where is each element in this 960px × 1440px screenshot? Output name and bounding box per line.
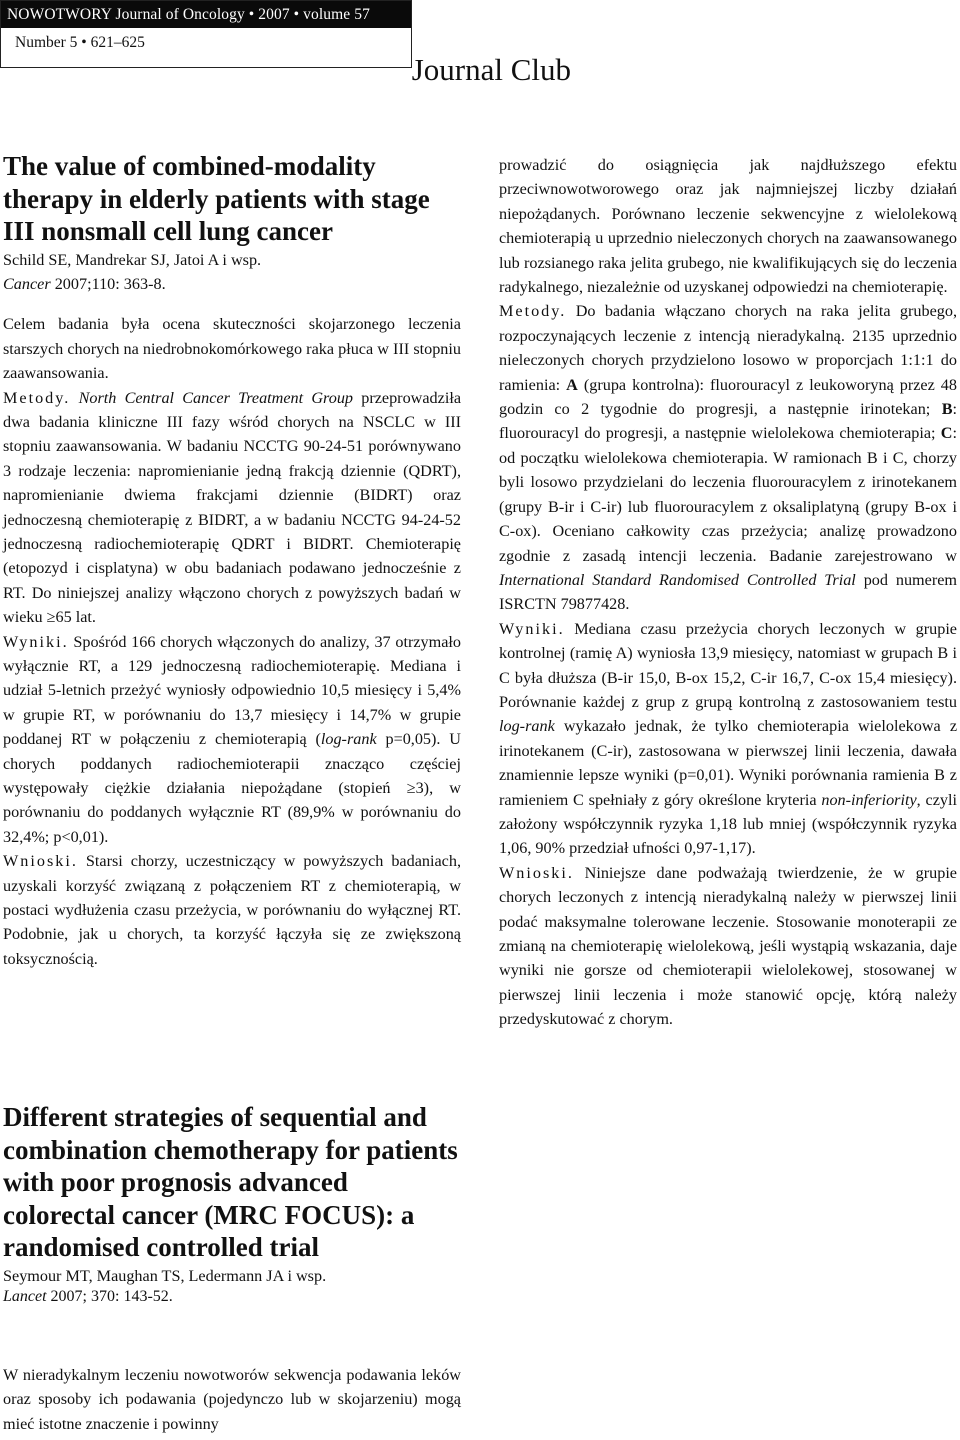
methods-label: Metody. [3, 388, 71, 407]
conclusions-label: Wnioski. [499, 863, 574, 882]
article1-authors: Schild SE, Mandrekar SJ, Jatoi A i wsp. [3, 250, 262, 269]
article2-title: Different strategies of sequential and combination chemotherapy for patients with poor prognosis advanced colorectal cancer (MRC FOCUS): a randomised controlled trial [3, 1102, 458, 1262]
journal-name-bar: NOWOTWORY Journal of Oncology • 2007 • volume 57 [1, 1, 411, 28]
results-text: Mediana czasu przeżycia chorych leczonych w grupie kontrolnej (ramię A) wyniosła 13,9 miesięcy, natomiast w grupach B i C była dłuższa (B-ir 15,0, B-ox 15,2, C-ir 16,7, C-ox 15,4 miesięcy). Porównanie każdej z grup z grupą kontrolną z zastosowaniem testu [499, 619, 957, 711]
methods-group: North Central Cancer Treatment Group [78, 388, 354, 407]
article2-conclusions [499, 861, 957, 1032]
results-criterion: non-inferiority [821, 790, 917, 809]
article2-authors: Seymour MT, Maughan TS, Ledermann JA i wsp. [3, 1266, 327, 1285]
article2-journal: Lancet [3, 1287, 47, 1305]
methods-text-3: : fluorouracyl do progresji, a następnie wielolekowa chemioterapia; [499, 400, 957, 443]
article1-conclusions [3, 849, 461, 971]
article1-citation [3, 272, 461, 296]
article1-journal: Cancer [3, 274, 51, 293]
arm-c-label: C [940, 424, 953, 443]
article1-methods [3, 386, 461, 630]
methods-text-4: : od początku wielolekowa chemioterapia. W ramionach B i C, chorzy byli losowo przydzielani do leczenia fluorouracylem z irinotekanem (grupy B-ir i C-ir) lub fluorouracylem z oksaliplatyną (grupy B-ox i C-ox). Oceniano całkowity czas przeżycia; analizę prowadzono zgodnie z zasadą intencji leczenia. Badanie zarejestrowano w [499, 424, 957, 565]
results-label: Wyniki. [3, 632, 69, 651]
arm-b-label: B [941, 400, 953, 419]
methods-text-2: (grupa kontrolna): fluorouracyl z leukoworyną przez 48 godzin co 2 tygodnie do progresji, a następnie irinotekan; [499, 375, 957, 419]
results-text-2: wykazało jednak, że tylko chemioterapia wielolekowa z irinotekanem (C-ir), zastosowana w pierwszej linii leczenia, dawała znamiennie lepsze wyniki (p=0,01). Wyniki porównania ramienia B z ramieniem C spełniały z góry określone kryteria [499, 717, 957, 809]
results-text-cont: p=0,05). U chorych poddanych radiochemioterapii znacząco częściej występowały ciężkie działania niepożądane (stopień ≥3), w porównaniu do poddanych wyłącznie RT (89,9% w porównaniu do 32,4%; p<0,01). [3, 730, 461, 846]
article2-intro: W nieradykalnym leczeniu nowotworów sekwencja podawania leków oraz sposoby ich podawania (pojedynczo lub w skojarzeniu) mogą mieć istotne znaczenie i powinny [3, 1366, 461, 1433]
results-text: Spośród 166 chorych włączonych do analizy, 37 otrzymało wyłącznie RT, a 129 jednoczesną radiochemioterapię. Mediana i udział 5-letnich przeżyć wyniosły odpowiednio 10,5 miesięcy i 5,4% w grupie RT, w porównaniu do 13,7 miesięcy i 14,7% w grupie poddanej RT w połączeniu z chemioterapią ( [3, 632, 461, 749]
journal-header [0, 0, 412, 68]
article1-citation-details: 2007;110: 363-8. [50, 274, 166, 293]
results-text-3: , czyli założony współczynnik ryzyka 1,18 lub mniej (współczynnik ryzyka 1,06, 90% przedział ufności 0,97-1,17). [499, 790, 957, 858]
registry-name: International Standard Randomised Controlled Trial [499, 570, 856, 589]
methods-label: Metody. [499, 302, 567, 321]
methods-text: Do badania włączano chorych na raka jelita grubego, rozpoczynających leczenie z intencją nieradykalną. 2135 uprzednio nieleczonych chorych przydzielono losowo w proporcjach 1:1:1 do ramienia: [499, 302, 957, 394]
article2-methods [499, 299, 957, 616]
article2-results [499, 617, 957, 861]
methods-text-5: pod numerem ISRCTN 79877428. [499, 570, 957, 614]
results-test-name: log-rank [320, 730, 377, 749]
article1-title: The value of combined-modality therapy in elderly patients with stage III nonsmall cell lung cancer [3, 151, 430, 246]
conclusions-text: Niniejsze dane podważają twierdzenie, że w grupie chorych leczonych z intencją nieradykalną należy w pierwszej linii podać maksymalne tolerowane leczenie. Stosowanie monoterapii ze zmianą na chemioterapię wielolekową, jeśli wystąpią wskazania, daje wyniki nie gorsze od chemioterapii wielolekowej, stosowanej w pierwszej linii leczenia i może stanowić opcję, którą należy przedyskutować z chorym. [499, 863, 957, 1029]
article2-header [3, 1101, 461, 1306]
article2-intro-cont: prowadzić do osiągnięcia jak najdłuższego efektu przeciwnowotworowego oraz jak najmniejszej liczby działań niepożądanych. Porównano leczenie sekwencyjne z wielolekową chemioterapią u uprzednio nieleczonych chorych na zaawansowanego lub rozsianego raka jelita grubego, nie kwalifikujących się do leczenia radykalnego, niezależnie od uzyskanej odpowiedzi na chemioterapię. [499, 156, 957, 297]
article1-results [3, 630, 461, 850]
article2-citation-details: 2007; 370: 143-52. [46, 1287, 173, 1305]
methods-text: przeprowadziła dwa badania kliniczne III fazy wśród chorych na NSCLC w III stopniu zaawansowania. W badaniu NCCTG 90-24-51 porównywano 3 rodzaje leczenia: napromienianie jedną frakcją dziennie (QDRT), napromienianie dwiema frakcjami dziennie (BIDRT) oraz jednoczesną chemioterapię z BIDRT, a w badaniu NCCTG 94-24-52 jednoczesną radiochemioterapię QDRT i BIDRT. Chemioterapię (etopozyd i cisplatyna) w obu badaniach podawano jednocześnie z RT. Do niniejszej analizy włączono chorych z powyższych badań w wieku ≥65 lat. [3, 388, 462, 627]
conclusions-text: Starsi chorzy, uczestniczący w powyższych badaniach, uzyskali korzyść związaną z połączeniem RT z chemioterapią, w postaci wydłużenia czasu przeżycia, w porównaniu do wyłącznej RT. Podobnie, jak u chorych, ta korzyść łączyła się ze zwiększoną toksycznością. [3, 852, 461, 968]
article1-aim: Celem badania była ocena skuteczności skojarzonego leczenia starszych chorych na niedrobnokomórkowego raka płuca w III stopniu zaawansowania. [3, 315, 461, 383]
issue-info: Number 5 • 621–625 [15, 34, 145, 51]
results-test-name: log-rank [499, 717, 555, 736]
arm-a-label: A [566, 375, 578, 394]
results-label: Wyniki. [499, 619, 565, 638]
left-column [3, 150, 461, 971]
section-title: Journal Club [411, 52, 571, 87]
article2-citation [3, 1288, 461, 1306]
conclusions-label: Wnioski. [3, 852, 78, 871]
right-column [499, 153, 957, 1032]
